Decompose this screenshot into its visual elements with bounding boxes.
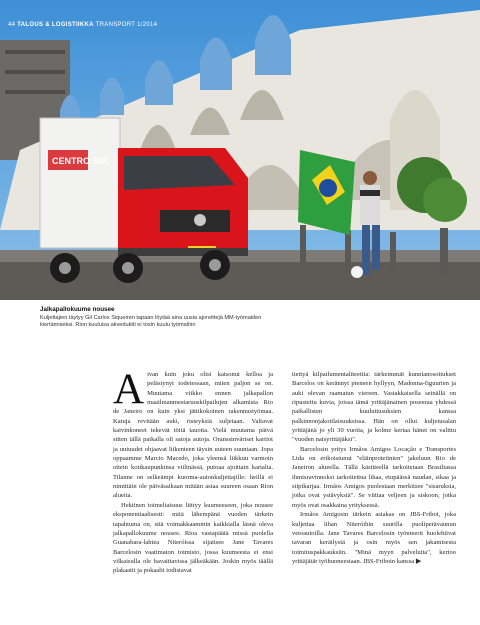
truck-brand-text: CENTRO SUL (52, 156, 111, 166)
article-column-2 (292, 370, 456, 566)
article-column-1 (113, 366, 273, 576)
page-number: 44 (8, 22, 16, 28)
cover-photo (0, 0, 480, 300)
paragraph: tiettyä kilpailumentaliteettia: tärkeimmät kunnianosoitukset Barcelos on kerännyt pieneen hyllyyn, Madonna-figuurien ja auki olevan raamatun viereen. Vastakkaisella seinällä on ripustettu kuvia, joissa tämä yrittäjänainen poseeraa yhdessä paikallisten kuuluttusuksien kanssa palkinnonjakotilaisuuksissa. Hän on ollut kuljetusalan yrittäjänä jo yli 30 vuotta, ja kolme kertaa hänet on valittu "vuoden naisyrittäjäksi". (292, 371, 456, 444)
caption-text: Kuljettajien täytyy Gil Carlos Siqueiren tapaan löytää aina uusia ajoreittejä MM-työmaiden kiertämiseksi. Rion kuuluisa akveduktti ei tosin kuulu työmaihin (40, 315, 262, 329)
paragraph-text: Irmãos Amigosin tärkein asiakas on JBS-Friboi, joka kuljettaa lihan Niteróihin suurilla puoliperävaunun vetoautoilla. Jane Tavares Barcelosin työnteerit huolehtivat tavaran keräilystä ja osin myös sen jakamisesta toimituspakkauksiin. "Minä myyn palveluita", kertoo yrittäjätär työhuoneestaan. JBS-Friboin kanssa (292, 511, 456, 565)
caption-title: Jalkapallokuume nousee (40, 306, 115, 313)
page-header (8, 22, 157, 28)
issue-label: TRANSPORT 1/2014 (95, 22, 158, 28)
paragraph (292, 510, 456, 566)
paragraph: Hektinen toimeliaisuus liittyy kuumeeseen, joka nousee eksponentiaalisesti: mitä lähempänä vuoden tärkein tapahtuma on, sitä voimakkaammin kaikkialla läsnä oleva jalkapallokuume nousee. Rioa vastapäätä missä puolella Guanabara-lahtea Niteróissa sijaitsee Jane Tavares Barcelosin vaatimaton toimisto, jossa kuumeesta ei ensi vilkaisulla ole havaittavissa jälkeäkään. Joskin myös täällä plakaatit ja pokaalit todistavat (113, 501, 273, 575)
continue-arrow-icon: ▶ (415, 556, 422, 565)
street-scene-illustration (0, 0, 480, 300)
drop-cap: A (113, 366, 145, 413)
paragraph: Barcelosin yritys Irmãos Amigos Locação e Transportes Ltda on erikoistunut "eläinproteiinien" jakeluun Rio de Janeiron alueella. Tällä käsitteellä tarkoitetaan Brasiliassa ihmisravinnoksi tarkoitettua lihaa, etupäässä naudan, sikaa ja siipikarjaa. Irmãos Amigos puolestaan merkitsee "sisaruksia, jotka ovat ystävyksiä". Se viittaa veljeen ja siskoon, jotka myös ovat osakkaina yrityksessä. (292, 445, 456, 509)
section-label: TALOUS & LOGISTIIKKA (17, 22, 94, 28)
paragraph: ivan kuin joku olisi katsonut kelloa ja pelästynyt todetessaan, miten paljon se on. Muutama viikko ennen jalkapallon maailmanmestaruuskilpailujen alkamista Rio de Janeiro on kuin yksi jättikokoinen rakennustyömaa. Katuja revitään auki, risteyksiä suljetaan. Valtavat kaivinkoneet tekevät töitä tauotta. Vielä muutama päivä sitten tällä paikalla oli satoja autoja. Oranssinväriset kartiot ja uutuudet ohjaavat liikenteen täysin uuteen suuntaan. Jopa oppaamme Marcio Macedo, joka yleensä liikkuu varmoin ottein kotikaupunkinsa viilinässä, putoaa ajoittain kartalta. Tilanne on selkeämpi kuorma-autonkuljettajille: heillä ei nimittäin ole päiväsaikaan mitään asiaa suureen osaan Rion alueita. (113, 371, 273, 500)
